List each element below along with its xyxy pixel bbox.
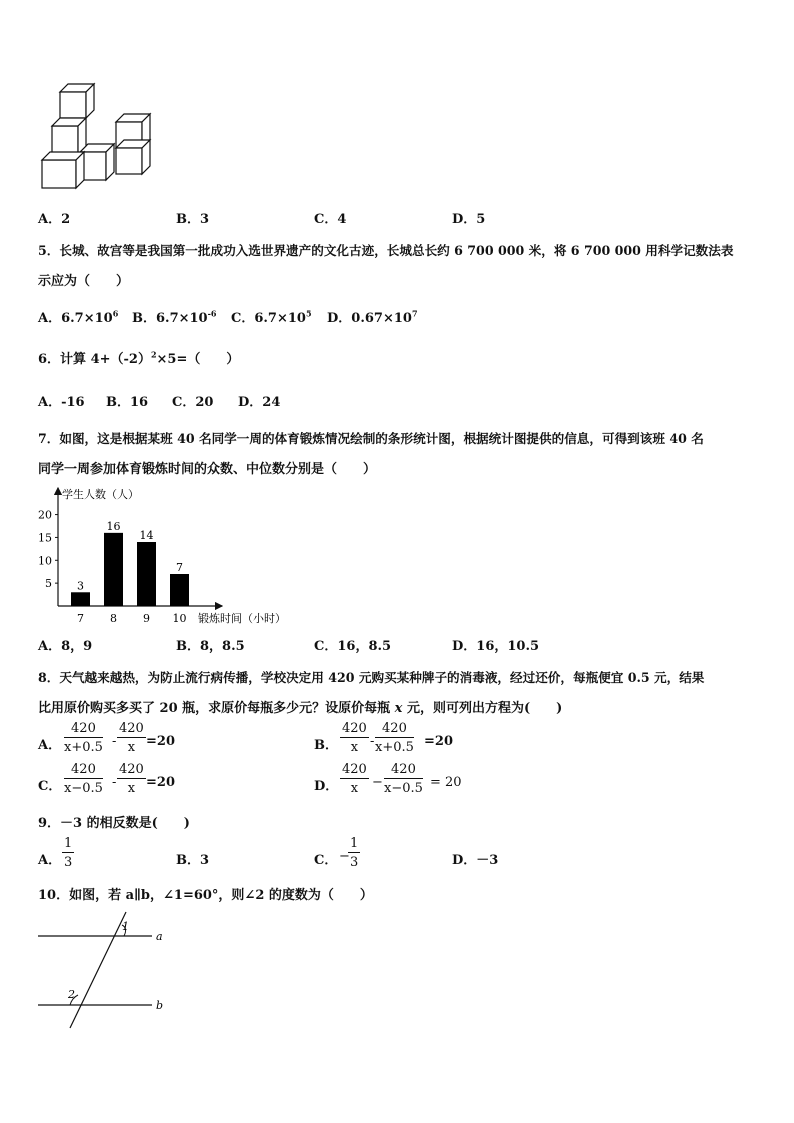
q9-stem: 9．－3 的相反数是( ): [38, 816, 190, 831]
option-letter: B．: [176, 853, 200, 868]
exercise-bar-chart: [30, 480, 320, 628]
option-text: 16: [130, 395, 149, 410]
option-text: -16: [61, 395, 85, 410]
bar-value-label: 3: [77, 579, 84, 593]
option-exponent: 5: [305, 308, 312, 319]
option-letter: C．: [314, 212, 338, 227]
q6-option-a[interactable]: [38, 391, 85, 410]
option-exponent: 7: [411, 308, 418, 319]
option-letter: C．: [314, 639, 338, 654]
option-text: －3: [476, 853, 499, 868]
q8-variable: x: [394, 701, 403, 716]
option-letter: C．: [231, 311, 255, 326]
x-axis-title: 锻炼时间（小时）: [198, 612, 286, 625]
q8-stem-part: 比用原价购买多买了 20 瓶，求原价每瓶多少元？设原价每瓶: [38, 701, 395, 716]
line-a-label: a: [156, 930, 163, 943]
option-letter: D．: [327, 311, 352, 326]
option-letter: B．: [132, 311, 156, 326]
parallel-lines-figure: [34, 910, 170, 1032]
option-letter: A．: [38, 639, 62, 654]
option-text: 8，9: [61, 639, 93, 654]
fraction: [348, 837, 360, 869]
y-tick-label: 15: [38, 531, 52, 545]
bar: [104, 533, 123, 606]
fraction: [117, 722, 146, 754]
x-tick-label: 8: [110, 612, 117, 625]
bar-value-label: 16: [106, 519, 121, 533]
q4-option-c[interactable]: [314, 208, 346, 227]
denominator: 3: [350, 855, 359, 870]
q5-option-a[interactable]: [38, 307, 118, 326]
denominator: x: [350, 740, 359, 755]
denominator: x: [350, 781, 359, 796]
option-text: 4: [337, 212, 347, 227]
q5-option-b[interactable]: [132, 307, 217, 326]
option-exponent: 6: [112, 308, 119, 319]
numerator: 420: [119, 762, 144, 777]
line-b-label: b: [156, 999, 164, 1012]
fraction: [384, 763, 423, 795]
option-text: 24: [262, 395, 281, 410]
q7-option-d[interactable]: [452, 635, 539, 654]
x-tick-label: 7: [77, 612, 84, 625]
q4-option-d[interactable]: [452, 208, 485, 227]
angle-2-label: 2: [68, 988, 75, 1001]
q8-stem-part: 元，则可列出方程为( ): [402, 701, 563, 716]
operator: -: [370, 734, 375, 749]
option-text: 8，8.5: [200, 639, 245, 654]
option-text: 20: [195, 395, 214, 410]
option-letter: C．: [314, 853, 338, 868]
equation-rhs: =20: [146, 775, 175, 790]
operator: -: [112, 775, 117, 790]
option-text: 2: [61, 212, 71, 227]
q6-stem-part: ×5=（ ）: [156, 352, 240, 367]
x-tick-label: 9: [143, 612, 150, 625]
q7-option-a[interactable]: [38, 635, 92, 654]
option-letter: D．: [238, 395, 263, 410]
q5-option-c[interactable]: [231, 307, 312, 326]
option-base: 0.67×10: [351, 311, 412, 326]
numerator: 420: [119, 721, 144, 736]
q8-stem-line2: [38, 697, 562, 716]
bar: [137, 542, 156, 606]
equation-rhs: = 20: [430, 775, 462, 790]
q7-stem-line2: 同学一周参加体育锻炼时间的众数、中位数分别是（ ）: [38, 462, 377, 477]
fraction: [340, 763, 369, 795]
q5-stem-line1: 5．长城、故宫等是我国第一批成功入选世界遗产的文化古迹，长城总长约 6 700 000 米，将 6 700 000 用科学记数法表: [38, 243, 734, 258]
denominator: x: [127, 781, 136, 796]
bar-value-label: 14: [139, 529, 154, 542]
numerator: 420: [342, 721, 367, 736]
y-axis-title: 学生人数（人）: [62, 488, 139, 501]
q4-option-a[interactable]: [38, 208, 70, 227]
q5-stem-line2: 示应为（ ）: [38, 274, 130, 289]
q10-stem: 10．如图，若 a∥b，∠1=60°，则∠2 的度数为（ ）: [38, 888, 373, 903]
option-letter: D．: [452, 639, 477, 654]
transversal-line: [70, 912, 126, 1028]
q9-option-d[interactable]: [452, 849, 498, 868]
denominator: 3: [64, 855, 73, 870]
q6-option-b[interactable]: [106, 391, 148, 410]
option-letter: A．: [38, 853, 62, 868]
equation-rhs: =20: [424, 734, 453, 749]
option-base: 6.7×10: [61, 311, 113, 326]
bar-value-label: 7: [176, 561, 183, 574]
q9-option-b[interactable]: [176, 849, 209, 868]
q6-stem: [38, 348, 239, 367]
option-letter: A．: [38, 738, 62, 753]
denominator: x+0.5: [375, 740, 414, 755]
option-base: 6.7×10: [156, 311, 208, 326]
denominator: x−0.5: [384, 781, 423, 796]
option-text: 3: [200, 212, 210, 227]
q7-option-c[interactable]: [314, 635, 391, 654]
option-letter: A．: [38, 311, 62, 326]
y-tick-label: 10: [38, 554, 52, 568]
option-letter: D．: [314, 779, 339, 794]
option-letter: B．: [176, 639, 200, 654]
numerator: 420: [64, 763, 103, 779]
option-base: 6.7×10: [254, 311, 306, 326]
q8-stem-line1: 8．天气越来越热，为防止流行病传播，学校决定用 420 元购买某种牌子的消毒液，经过还价，每瓶便宜 0.5 元，结果: [38, 670, 705, 685]
q4-option-b[interactable]: [176, 208, 209, 227]
denominator: x+0.5: [64, 740, 103, 755]
option-letter: A．: [38, 395, 62, 410]
numerator: 420: [64, 722, 103, 738]
option-text: 3: [200, 853, 210, 868]
option-text: 16，10.5: [476, 639, 540, 654]
denominator: x−0.5: [64, 781, 103, 796]
q5-option-d[interactable]: [327, 307, 418, 326]
numerator: 1: [350, 836, 359, 851]
option-letter: D．: [452, 853, 477, 868]
option-letter: D．: [452, 212, 477, 227]
operator: -: [112, 734, 117, 749]
fraction: [340, 722, 369, 754]
option-letter: B．: [106, 395, 130, 410]
cube-stack-figure: [38, 82, 158, 194]
numerator: 420: [342, 762, 367, 777]
q6-option-d[interactable]: [238, 391, 280, 410]
fraction: [64, 763, 103, 795]
q7-stem-line1: 7．如图，这是根据某班 40 名同学一周的体育锻炼情况绘制的条形统计图，根据统计图提供的信息，可得到该班 40 名: [38, 431, 704, 446]
numerator: 420: [384, 763, 423, 779]
bar: [170, 574, 189, 606]
option-letter: A．: [38, 212, 62, 227]
q7-option-b[interactable]: [176, 635, 245, 654]
numerator: 1: [64, 836, 73, 851]
option-exponent: -6: [207, 308, 217, 319]
angle-1-label: 1: [122, 920, 129, 933]
y-tick-label: 5: [45, 577, 52, 591]
y-tick-label: 20: [38, 508, 52, 522]
q6-stem-part: 6．计算 4+（-2）: [38, 352, 151, 367]
option-letter: B．: [176, 212, 200, 227]
x-tick-label: 10: [172, 612, 187, 625]
denominator: x: [127, 740, 136, 755]
option-letter: C．: [38, 779, 62, 794]
numerator: 420: [375, 722, 414, 738]
fraction: [117, 763, 146, 795]
fraction: [64, 722, 103, 754]
option-text: 5: [476, 212, 486, 227]
option-letter: C．: [172, 395, 196, 410]
fraction: [62, 837, 74, 869]
negative-sign: −: [339, 849, 350, 864]
equation-rhs: =20: [146, 734, 175, 749]
option-text: 16，8.5: [337, 639, 392, 654]
operator: −: [372, 775, 383, 790]
fraction: [375, 722, 414, 754]
q6-exponent: 2: [150, 349, 157, 360]
bar: [71, 592, 90, 606]
q6-option-c[interactable]: [172, 391, 213, 410]
option-letter: B．: [314, 738, 338, 753]
